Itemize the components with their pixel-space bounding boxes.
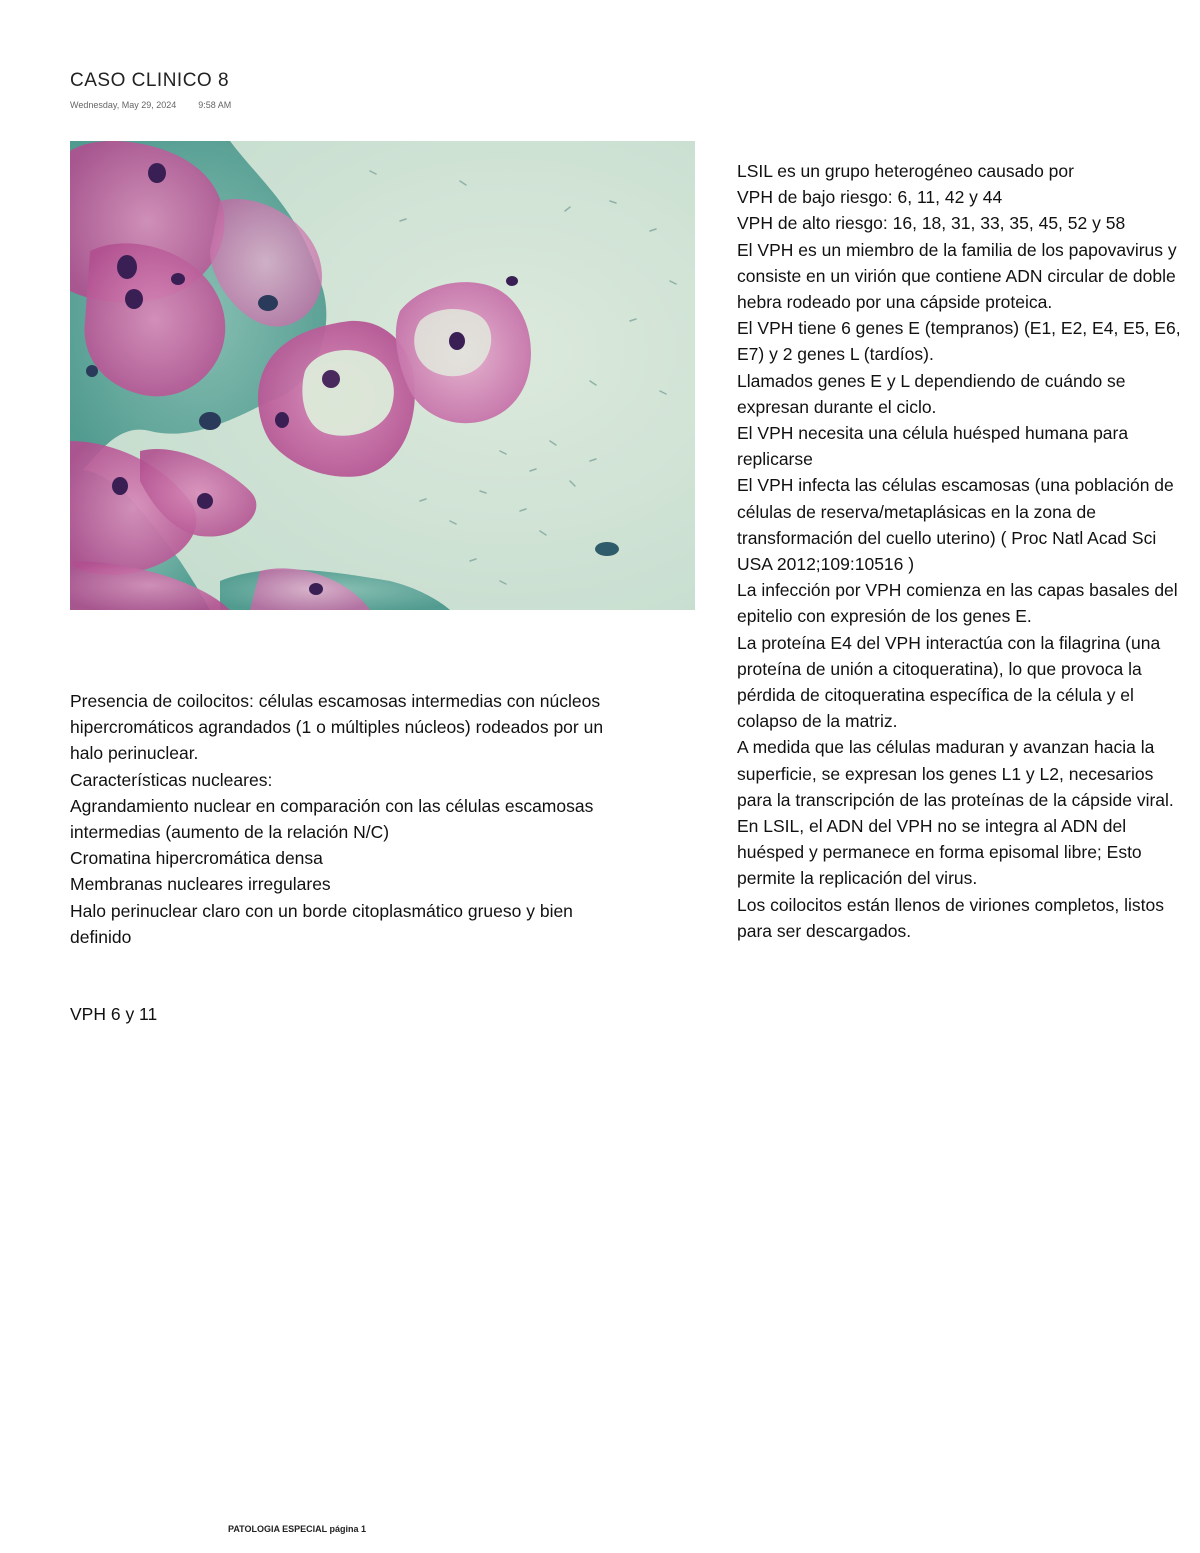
right-paragraph: A medida que las células maduran y avanzan hacia la superficie, se expresan los genes L1 y L2, necesarios para la transcripción de las proteínas de la cápside viral.	[737, 737, 1174, 810]
right-paragraph: El VPH tiene 6 genes E (tempranos) (E1, E2, E4, E5, E6, E7) y 2 genes L (tardíos).	[737, 318, 1181, 365]
page-date: Wednesday, May 29, 2024	[70, 100, 177, 110]
left-paragraph: Características nucleares:	[70, 769, 273, 790]
left-paragraph: Cromatina hipercromática densa	[70, 848, 323, 869]
left-paragraph: Agrandamiento nuclear en comparación con las células escamosas intermedias (aumento de la relación N/C)	[70, 795, 594, 843]
right-paragraph: El VPH infecta las células escamosas (una población de células de reserva/metaplásicas en la zona de transformación del cuello uterino) ( Proc Natl Acad Sci USA 2012;109:10516 )	[737, 475, 1174, 575]
right-paragraph: Los coilocitos están llenos de viriones completos, listos para ser descargados.	[737, 894, 1165, 941]
page-datetime	[70, 100, 231, 110]
right-paragraph: VPH de alto riesgo: 16, 18, 31, 33, 35, 45, 52 y 58	[737, 213, 1126, 234]
right-paragraph: En LSIL, el ADN del VPH no se integra al ADN del huésped y permanece en forma episomal libre; Esto permite la replicación del virus.	[737, 816, 1142, 889]
left-paragraph: Membranas nucleares irregulares	[70, 874, 331, 895]
left-paragraph: Halo perinuclear claro con un borde citoplasmático grueso y bien definido	[70, 900, 573, 947]
right-paragraph: La infección por VPH comienza en las capas basales del epitelio con expresión de los genes E.	[737, 580, 1178, 627]
right-paragraph: LSIL es un grupo heterogéneo causado por	[737, 161, 1074, 181]
left-paragraph: Presencia de coilocitos: células escamosas intermedias con núcleos hipercromáticos agrandados (1 o múltiples núcleos) rodeados por un halo perinuclear.	[70, 691, 604, 764]
page-footer: PATOLOGIA ESPECIAL página 1	[228, 1524, 367, 1534]
right-paragraph: VPH de bajo riesgo: 6, 11, 42 y 44	[737, 187, 1003, 208]
page-title: CASO CLINICO 8	[70, 70, 230, 91]
vph-types-note: VPH 6 y 11	[70, 1004, 158, 1024]
right-paragraph: Llamados genes E y L dependiendo de cuándo se expresan durante el ciclo.	[737, 370, 1126, 417]
right-paragraph: El VPH necesita una célula huésped humana para replicarse	[737, 423, 1129, 470]
koilocyte-description	[70, 688, 630, 950]
cytology-micrograph	[70, 141, 695, 610]
right-paragraph: La proteína E4 del VPH interactúa con la filagrina (una proteína de unión a citoqueratina), lo que provoca la pérdida de citoqueratina específica de la célula y el colapso de la matriz.	[737, 632, 1161, 732]
right-paragraph: El VPH es un miembro de la familia de los papovavirus y consiste en un virión que contiene ADN circular de doble hebra rodeado por una cápside proteica.	[737, 239, 1177, 313]
lsil-description	[737, 158, 1192, 944]
page-time: 9:58 AM	[198, 100, 232, 110]
